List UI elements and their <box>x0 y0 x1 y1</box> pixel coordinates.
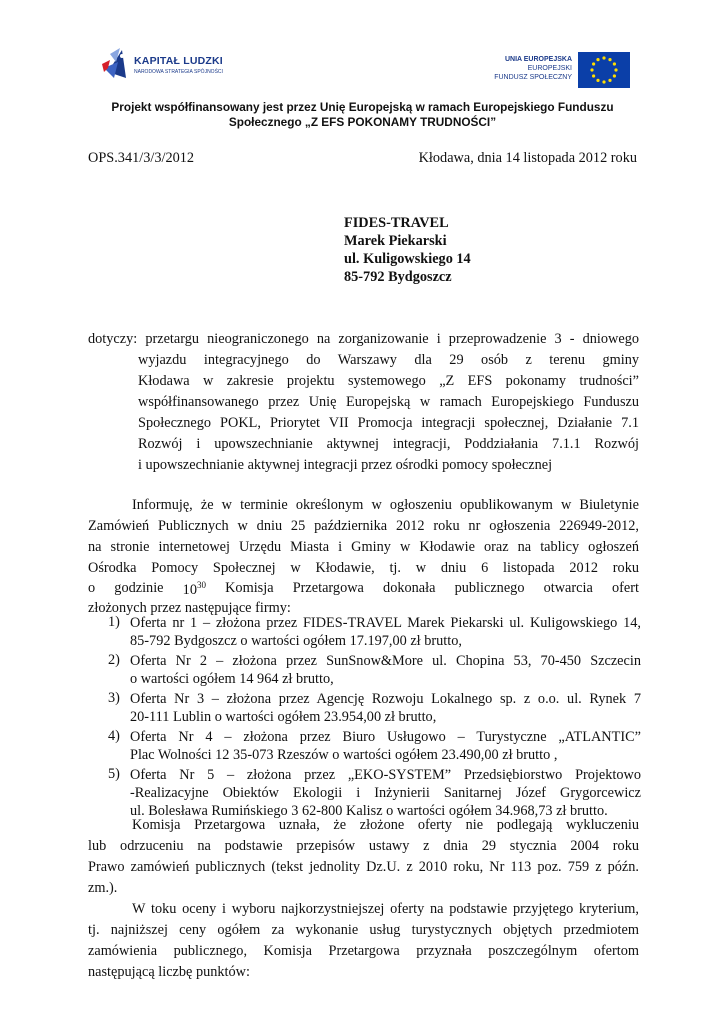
offer-line: Oferta Nr 4 – złożona przez Biuro Usługowo – Turystyczne „ATLANTIC” <box>130 729 641 745</box>
offer-number: 5) <box>108 766 120 782</box>
intro-time-rest: ofert <box>611 580 639 596</box>
offer-line: Oferta nr 1 – złożona przez FIDES-TRAVEL Marek Piekarski ul. Kuligowskiego 14, <box>130 615 641 631</box>
kapital-ludzki-subtitle: NARODOWA STRATEGIA SPÓJNOŚCI <box>134 69 223 75</box>
offer-line: ul. Bolesława Rumińskiego 3 62-800 Kalisz o wartości ogółem 34.968,73 zł brutto. <box>130 803 608 819</box>
intro-time-minutes: 30 <box>196 580 206 590</box>
subject-line: Kłodawa w zakresie projektu systemowego „Z EFS pokonamy trudności” <box>138 373 639 389</box>
list-item <box>96 652 641 688</box>
offer-line: Oferta Nr 5 – złożona przez „EKO-SYSTEM” Przedsiębiorstwo Projektowo <box>130 767 641 783</box>
kapital-ludzki-logo <box>100 42 240 92</box>
list-item <box>96 728 641 764</box>
project-funding-note <box>80 100 645 130</box>
intro-time-prefix: o <box>88 580 96 596</box>
intro-line: na stronie internetowej Urzędu Miasta i Gminy w Kłodawie oraz na tablicy ogłoszeń <box>88 539 639 555</box>
intro-time-rest: Komisja <box>225 580 274 596</box>
list-item <box>96 614 641 650</box>
evaluation-line: zamówienia publicznego, Komisja Przetargowa przyznała poszczególnym ofertom <box>88 943 639 959</box>
eu-logo-text <box>494 55 572 82</box>
intro-line-time <box>88 580 639 599</box>
list-item <box>96 766 641 820</box>
subject-line: Rozwój i upowszechnianie aktywnej integracji, Poddziałania 7.1.1 Rozwój <box>138 436 639 452</box>
eu-logo <box>480 52 630 94</box>
project-funding-note-line1: Projekt współfinansowany jest przez Unię Europejską w ramach Europejskiego Funduszu <box>111 100 614 114</box>
eu-logo-line1: UNIA EUROPEJSKA <box>504 56 572 63</box>
reference-number: OPS.341/3/3/2012 <box>88 150 195 166</box>
addressee-city: 85-792 Bydgoszcz <box>344 269 452 285</box>
intro-line: Informuję, że w terminie określonym w ogłoszeniu opublikowanym w Biuletynie <box>132 497 639 513</box>
offer-line: o wartości ogółem 14 964 zł brutto, <box>130 671 334 687</box>
place-date: Kłodawa, dnia 14 listopada 2012 roku <box>418 150 637 166</box>
offer-line: Oferta Nr 2 – złożona przez SunSnow&More ul. Chopina 53, 70-450 Szczecin <box>130 653 641 669</box>
offer-line: 20-111 Lublin o wartości ogółem 23.954,00 zł brutto, <box>130 709 437 725</box>
eu-logo-line3: FUNDUSZ SPOŁECZNY <box>494 74 572 81</box>
kapital-ludzki-title: KAPITAŁ LUDZKI <box>134 55 223 67</box>
addressee-company: FIDES-TRAVEL <box>344 215 449 231</box>
eu-logo-line2: EUROPEJSKI <box>527 65 572 72</box>
offer-number: 3) <box>108 690 120 706</box>
subject-line: Społecznego POKL, Priorytet VII Promocja integracji społecznej, Działanie 7.1 <box>138 415 639 431</box>
intro-time-word: godzinie <box>114 580 164 596</box>
commission-line: zm.). <box>88 880 118 896</box>
subject-line: współfinansowanego przez Unię Europejską w ramach Europejskiego Funduszu <box>138 394 639 410</box>
offers-list <box>96 614 641 822</box>
commission-line: Prawo zamówień publicznych (tekst jednolity Dz.U. z 2010 roku, Nr 113 poz. 759 z późn. <box>88 859 639 875</box>
offer-line: Plac Wolności 12 35-073 Rzeszów o wartości ogółem 23.490,00 zł brutto , <box>130 747 558 763</box>
intro-time-rest: publicznego <box>454 580 525 596</box>
evaluation-line: W toku oceny i wyboru najkorzystniejszej oferty na podstawie przyjętego kryterium, <box>132 901 639 917</box>
commission-line: lub odrzuceniu na podstawie przepisów ustawy z dnia 29 stycznia 2004 roku <box>88 838 639 854</box>
evaluation-line: następującą liczbę punktów: <box>88 964 250 980</box>
offer-line: -Realizacyjne Obiektów Ekologii i Inżynierii Sanitarnej Józef Grygorcewicz <box>130 785 641 801</box>
offer-number: 1) <box>108 614 120 630</box>
intro-time-hour: $10^{30}$ <box>182 580 206 598</box>
evaluation-line: tj. najniższej ceny ogółem za wykonanie usług turystycznych objętych przedmiotem <box>88 922 639 938</box>
intro-line: Zamówień Publicznych w dniu 25 października 2012 roku nr ogłoszenia 226949-2012, <box>88 518 639 534</box>
intro-time-rest: otwarcia <box>543 580 593 596</box>
offer-number: 2) <box>108 652 120 668</box>
addressee-street: ul. Kuligowskiego 14 <box>344 251 471 267</box>
subject-line: wyjazdu integracyjnego do Warszawy dla 29 osób z terenu gminy <box>138 352 639 368</box>
offer-line: 85-792 Bydgoszcz o wartości ogółem 17.197,00 zł brutto, <box>130 633 462 649</box>
offer-line: Oferta Nr 3 – złożona przez Agencję Rozwoju Lokalnego sp. z o.o. ul. Rynek 7 <box>130 691 641 707</box>
intro-time-rest: Przetargowa <box>292 580 364 596</box>
offer-number: 4) <box>108 728 120 744</box>
subject-line: dotyczy: przetargu nieograniczonego na zorganizowanie i przeprowadzenie 3 - dniowego <box>88 331 639 347</box>
list-item <box>96 690 641 726</box>
kapital-ludzki-emblem-icon <box>100 42 132 84</box>
addressee-block <box>344 214 471 286</box>
intro-line: złożonych przez następujące firmy: <box>88 600 291 616</box>
intro-line: Ośrodka Pomocy Społecznej w Kłodawie, tj. w dniu 6 listopada 2012 roku <box>88 560 639 576</box>
intro-time-rest: dokonała <box>383 580 436 596</box>
subject-line: i upowszechnianie aktywnej integracji przez ośrodki pomocy społecznej <box>138 457 553 473</box>
project-funding-note-line2: Społecznego „Z EFS POKONAMY TRUDNOŚCI” <box>228 115 497 129</box>
eu-flag-icon <box>578 52 630 88</box>
addressee-person: Marek Piekarski <box>344 233 447 249</box>
commission-line: Komisja Przetargowa uznała, że złożone oferty nie podlegają wykluczeniu <box>132 817 639 833</box>
